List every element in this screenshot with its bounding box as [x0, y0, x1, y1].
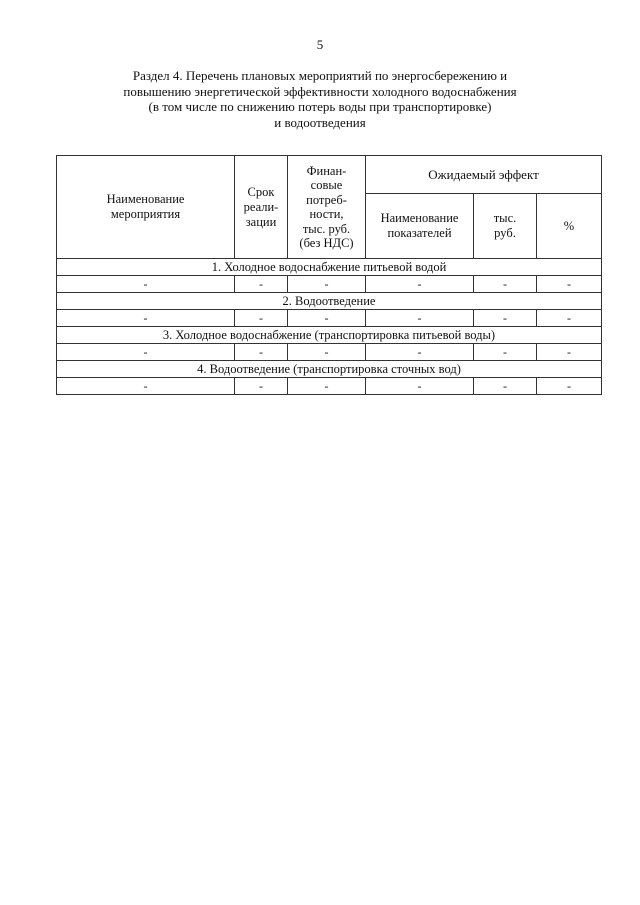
header-indicator-name: Наименование показателей: [366, 194, 474, 259]
cell-thousand-rub: -: [474, 276, 537, 293]
cell-indicator: -: [366, 378, 474, 395]
section-title: 1. Холодное водоснабжение питьевой водой: [57, 259, 602, 276]
cell-finance: -: [288, 276, 366, 293]
section-title: 2. Водоотведение: [57, 293, 602, 310]
cell-finance: -: [288, 378, 366, 395]
header-measure-name: Наименование мероприятия: [57, 156, 235, 259]
cell-thousand-rub: -: [474, 378, 537, 395]
section-title: 3. Холодное водоснабжение (транспортировка питьевой воды): [57, 327, 602, 344]
cell-percent: -: [537, 344, 602, 361]
cell-term: -: [235, 310, 288, 327]
header-percent: %: [537, 194, 602, 259]
cell-term: -: [235, 344, 288, 361]
table-row: [57, 276, 602, 293]
heading-line: Раздел 4. Перечень плановых мероприятий по энергосбережению и: [132, 68, 508, 83]
heading-line: повышению энергетической эффективности холодного водоснабжения: [123, 83, 517, 99]
header-expected-effect: Ожидаемый эффект: [366, 156, 602, 194]
cell-indicator: -: [366, 344, 474, 361]
heading-line: (в том числе по снижению потерь воды при транспортировке): [148, 99, 492, 114]
table-row: [57, 310, 602, 327]
cell-finance: -: [288, 344, 366, 361]
header-term: Срок реали- зации: [235, 156, 288, 259]
heading-line: и водоотведения: [274, 114, 366, 130]
cell-percent: -: [537, 378, 602, 395]
cell-finance: -: [288, 310, 366, 327]
measures-table: [56, 155, 602, 395]
cell-measure: -: [57, 378, 235, 395]
cell-measure: -: [57, 276, 235, 293]
cell-thousand-rub: -: [474, 344, 537, 361]
cell-percent: -: [537, 310, 602, 327]
cell-percent: -: [537, 276, 602, 293]
header-thousand-rub: тыс. руб.: [474, 194, 537, 259]
cell-term: -: [235, 378, 288, 395]
header-finance: Финан- совые потреб- ности, тыс. руб. (без НДС): [288, 156, 366, 259]
table-row: [57, 344, 602, 361]
cell-thousand-rub: -: [474, 310, 537, 327]
table-row: [57, 378, 602, 395]
cell-indicator: -: [366, 276, 474, 293]
section-title: 4. Водоотведение (транспортировка сточных вод): [57, 361, 602, 378]
cell-term: -: [235, 276, 288, 293]
cell-measure: -: [57, 344, 235, 361]
cell-indicator: -: [366, 310, 474, 327]
section-heading: [60, 68, 580, 130]
page-number: 5: [316, 37, 324, 52]
cell-measure: -: [57, 310, 235, 327]
